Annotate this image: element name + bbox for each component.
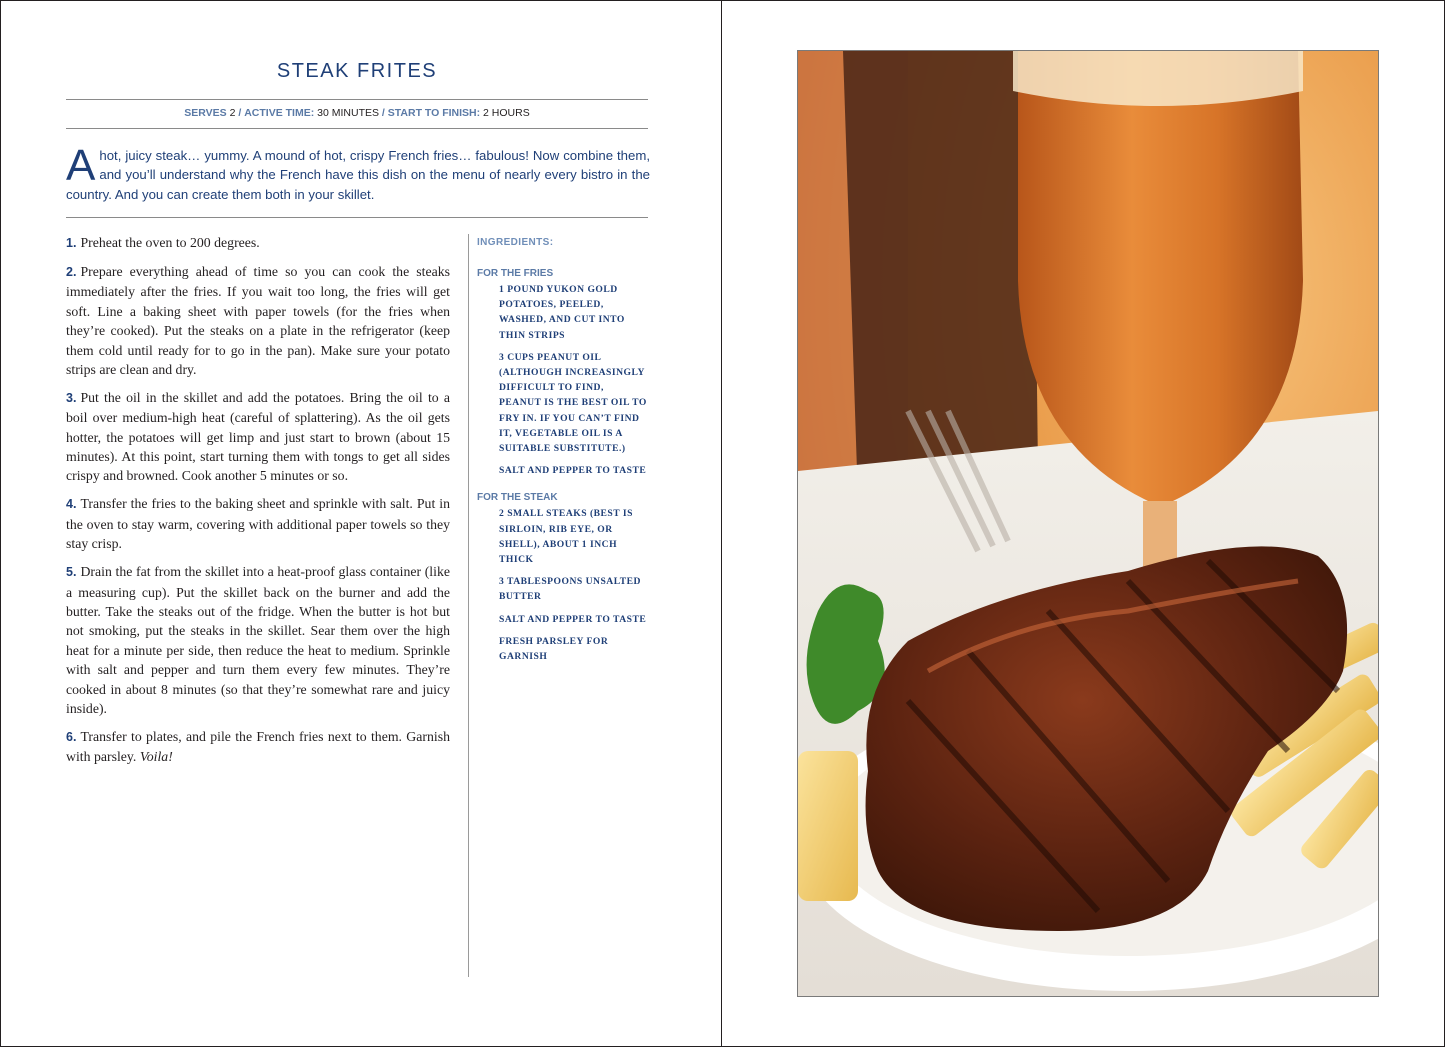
step-number: 2. [66,264,77,279]
column-divider [468,234,469,977]
step-number: 6. [66,729,77,744]
recipe-meta [66,107,648,119]
method-step [66,262,450,379]
step-text: Transfer to plates, and pile the French fries next to them. Garnish with parsley. [66,728,450,765]
ingredient-item: FRESH PARSLEY FOR GARNISH [499,635,609,663]
ingredient-item: SALT AND PEPPER TO TASTE [499,465,647,477]
method-step [66,494,450,553]
recipe-title: STEAK FRITES [276,60,438,82]
active-time-value: 30 MINUTES [317,107,379,119]
step-text: Prepare everything ahead of time so you can cook the steaks immediately after the fries. If you wait too long, the fries will get soft. Line a baking sheet with paper towels (for the fries when they’re cooked). Put the steaks on a plate in the refrigerator (keep them cold until ready for to go in the pan). Make sure your potato strips are clean and dry. [66,263,450,377]
step-text: Drain the fat from the skillet into a heat-proof glass container (like a measuring cup). Put the skillet back on the burner and add the butter. Take the steaks out of the fridge. When the butter is hot but not smoking, put the steaks in the skillet. Sear them over the high heat for a minute per side, then reduce the heat to medium. Sprinkle with salt and pepper and turn them every few minutes. They’re cooked in about 8 minutes (so that they’re somewhat rare and juicy inside). [66,564,450,716]
method-step [66,562,450,718]
book-spine [721,0,722,1047]
step-number: 1. [66,236,77,250]
step-text: Put the oil in the skillet and add the potatoes. Bring the oil to a boil over medium-high heat (careful of splattering). As the oil gets hotter, the potatoes will get limp and just start to brown (about 15 minutes). At this point, start turning them with tongs to get all sides crispy and browned. Cook another 5 minutes or so. [66,389,450,484]
meta-rule [66,128,648,129]
title-rule [66,99,648,100]
ingredient-item: SALT AND PEPPER TO TASTE [499,613,647,625]
meta-separator: / [238,107,242,119]
serves-label: SERVES [184,107,227,119]
step-emphasis: Voila! [139,749,173,765]
step-text: Preheat the oven to 200 degrees. [80,235,260,250]
steak-ingredient-list [477,506,649,664]
ingredient-item: 3 CUPS PEANUT OIL (ALTHOUGH INCREASINGLY DIFFICULT TO FIND, PEANUT IS THE BEST OIL TO FRY IN. IF YOU CAN’T FIND IT, VEGETABLE OIL IS A SUITABLE SUBSTITUTE.) [499,351,647,455]
beer-foam [1013,51,1303,106]
ingredients-panel [477,237,649,671]
start-to-finish-label: START TO FINISH: [387,107,481,119]
method-step [66,233,450,253]
method-steps [66,233,450,775]
ingredient-item: 2 SMALL STEAKS (BEST IS SIRLOIN, RIB EYE, OR SHELL), ABOUT 1 INCH THICK [499,508,633,566]
step-text: Transfer the fries to the baking sheet and sprinkle with salt. Put in the oven to stay warm, covering with additional paper towels so they stay crisp. [66,496,450,552]
ingredient-item: 1 POUND YUKON GOLD POTATOES, PEELED, WASHED, AND CUT INTO THIN STRIPS [499,284,625,341]
method-step [66,388,450,486]
serves-value: 2 [229,107,236,119]
steak-heading: FOR THE STEAK [477,492,558,504]
fries-ingredient-list [477,282,649,478]
start-to-finish-value: 2 HOURS [483,107,530,119]
intro-dropcap: A [66,141,96,190]
intro-rule [66,217,648,218]
intro-text: hot, juicy steak… yummy. A mound of hot, crispy French fries… fabulous! Now combine them, and you’ll understand why the French have this dish on the menu of nearly every bistro in the country. And you can create them both in your skillet. [66,148,650,202]
recipe-page [0,0,721,1047]
ingredients-heading: INGREDIENTS: [477,237,554,248]
meta-separator: / [381,107,385,119]
ingredient-item: 3 TABLESPOONS UNSALTED BUTTER [499,576,641,603]
method-step [66,727,450,767]
active-time-label: ACTIVE TIME: [244,107,315,119]
step-number: 3. [66,390,77,405]
step-number: 5. [66,565,77,580]
recipe-intro [66,141,650,204]
steak-frites-illustration [798,51,1378,996]
step-number: 4. [66,497,77,512]
steak-photo [797,50,1379,997]
fries-heading: FOR THE FRIES [477,268,554,279]
